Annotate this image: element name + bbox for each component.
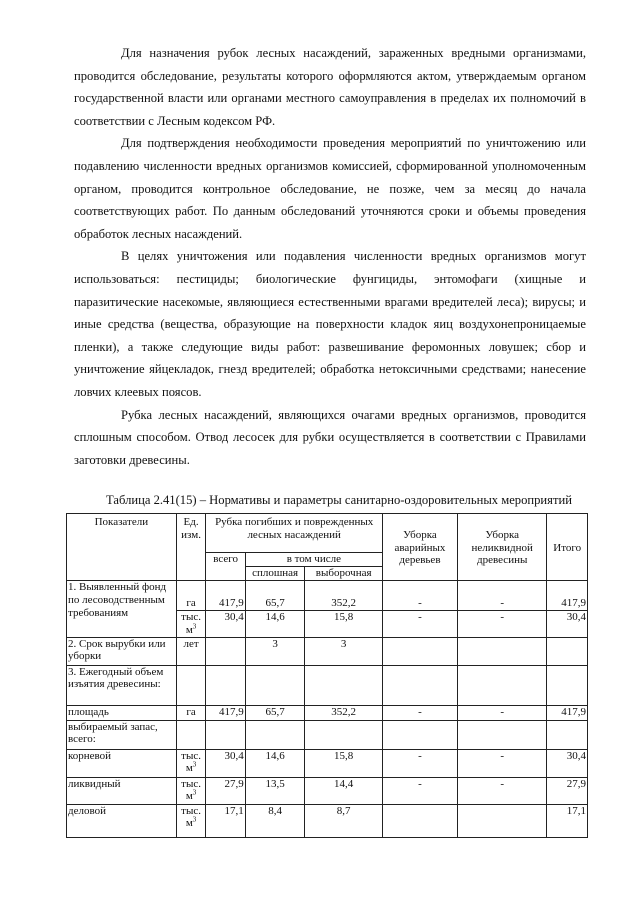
fund-label: 1. Выявленный фонд по лесоводственным требованиям bbox=[67, 581, 177, 638]
term-clear: 3 bbox=[245, 637, 305, 665]
paragraph-4: Рубка лесных насаждений, являющихся очагами вредных организмов, проводится сплошным способом. Отвод лесосек для рубки осуществляется в соответствии с Правилами заготовки древесины. bbox=[74, 407, 586, 467]
fund-area-clear: 65,7 bbox=[245, 581, 305, 611]
area-clear: 65,7 bbox=[245, 705, 305, 720]
area-itogo: 417,9 bbox=[547, 705, 588, 720]
header-emergency: Уборка аварийных деревьев bbox=[382, 514, 457, 581]
term-selective: 3 bbox=[305, 637, 382, 665]
business-itogo: 17,1 bbox=[547, 804, 588, 837]
fund-volume-emergency: - bbox=[382, 611, 457, 638]
root-emergency: - bbox=[382, 749, 457, 777]
root-itogo: 30,4 bbox=[547, 749, 588, 777]
business-total: 17,1 bbox=[206, 804, 245, 837]
business-unit: тыс. $м^3$ bbox=[176, 804, 206, 837]
business-label: деловой bbox=[67, 804, 177, 837]
liquid-unit: тыс. $м^3$ bbox=[176, 777, 206, 804]
area-nonliquid: - bbox=[458, 705, 547, 720]
header-total: всего bbox=[206, 553, 245, 581]
root-unit: тыс. $м^3$ bbox=[176, 749, 206, 777]
area-selective: 352,2 bbox=[305, 705, 382, 720]
table-caption: Таблица 2.41(15) – Нормативы и параметры санитарно-оздоровительных мероприятий bbox=[106, 493, 572, 507]
root-total: 30,4 bbox=[206, 749, 245, 777]
body-text bbox=[74, 42, 586, 471]
header-unit: Ед. изм. bbox=[176, 514, 206, 581]
root-label: корневой bbox=[67, 749, 177, 777]
liquid-itogo: 27,9 bbox=[547, 777, 588, 804]
fund-volume-nonliquid: - bbox=[458, 611, 547, 638]
business-nonliquid bbox=[458, 804, 547, 837]
fund-area-nonliquid: - bbox=[458, 581, 547, 611]
norms-table bbox=[66, 513, 588, 838]
paragraph-3: В целях уничтожения или подавления численности вредных организмов могут использоваться: пестициды; биологические фунгициды, энтомофаги (хищные и паразитические насекомые, являющиеся естественными врагами вредителей леса); вирусы; и иные средства (вещества, образующие на поверхности кладок яиц воздухонепроницаемые пленки), а также следующие виды работ: развешивание феромонных ловушек; сбор и уничтожение яйцекладок, гнезд вредителей; обработка нетоксичными средствами; нанесение ловчих клеевых поясов. bbox=[74, 249, 586, 399]
fund-volume-clear: 14,6 bbox=[245, 611, 305, 638]
harvest-label: выбираемый запас, всего: bbox=[67, 720, 177, 749]
liquid-emergency: - bbox=[382, 777, 457, 804]
liquid-label: ликвидный bbox=[67, 777, 177, 804]
root-nonliquid: - bbox=[458, 749, 547, 777]
fund-area-unit: га bbox=[176, 581, 206, 611]
header-clear: сплошная bbox=[245, 567, 305, 581]
paragraph-2: Для подтверждения необходимости проведения мероприятий по уничтожению или подавлению численности вредных организмов комиссией, сформированной уполномоченным органом, проводится контрольное обследование, не позже, чем за месяц до начала соответствующих работ. По данным обследований уточняются сроки и объемы проведения обработок лесных насаждений. bbox=[74, 136, 586, 241]
liquid-clear: 13,5 bbox=[245, 777, 305, 804]
business-emergency bbox=[382, 804, 457, 837]
fund-volume-unit: тыс. $м^3$ bbox=[176, 611, 206, 638]
fund-area-emergency: - bbox=[382, 581, 457, 611]
liquid-total: 27,9 bbox=[206, 777, 245, 804]
header-indicators: Показатели bbox=[67, 514, 177, 581]
business-clear: 8,4 bbox=[245, 804, 305, 837]
area-emergency: - bbox=[382, 705, 457, 720]
header-nonliquid: Уборка неликвидной древесины bbox=[458, 514, 547, 581]
fund-volume-itogo: 30,4 bbox=[547, 611, 588, 638]
fund-volume-total: 30,4 bbox=[206, 611, 245, 638]
header-felling: Рубка погибших и поврежденных лесных насаждений bbox=[206, 514, 382, 553]
term-label: 2. Срок вырубки или уборки bbox=[67, 637, 177, 665]
annual-label: 3. Ежегодный объем изъятия древесины: bbox=[67, 665, 177, 705]
area-unit: га bbox=[176, 705, 206, 720]
header-incl: в том числе bbox=[245, 553, 382, 567]
fund-area-total: 417,9 bbox=[206, 581, 245, 611]
area-label: площадь bbox=[67, 705, 177, 720]
fund-area-selective: 352,2 bbox=[305, 581, 382, 611]
paragraph-1: Для назначения рубок лесных насаждений, зараженных вредными организмами, проводится обследование, результаты которого оформляются актом, утверждаемым органом государственной власти или органами местного самоуправления в пределах их полномочий в соответствии с Лесным кодексом РФ. bbox=[74, 46, 586, 128]
header-selective: выборочная bbox=[305, 567, 382, 581]
liquid-nonliquid: - bbox=[458, 777, 547, 804]
business-selective: 8,7 bbox=[305, 804, 382, 837]
header-itogo: Итого bbox=[547, 514, 588, 581]
root-clear: 14,6 bbox=[245, 749, 305, 777]
fund-area-itogo: 417,9 bbox=[547, 581, 588, 611]
root-selective: 15,8 bbox=[305, 749, 382, 777]
area-total: 417,9 bbox=[206, 705, 245, 720]
term-unit: лет bbox=[176, 637, 206, 665]
fund-volume-selective: 15,8 bbox=[305, 611, 382, 638]
liquid-selective: 14,4 bbox=[305, 777, 382, 804]
